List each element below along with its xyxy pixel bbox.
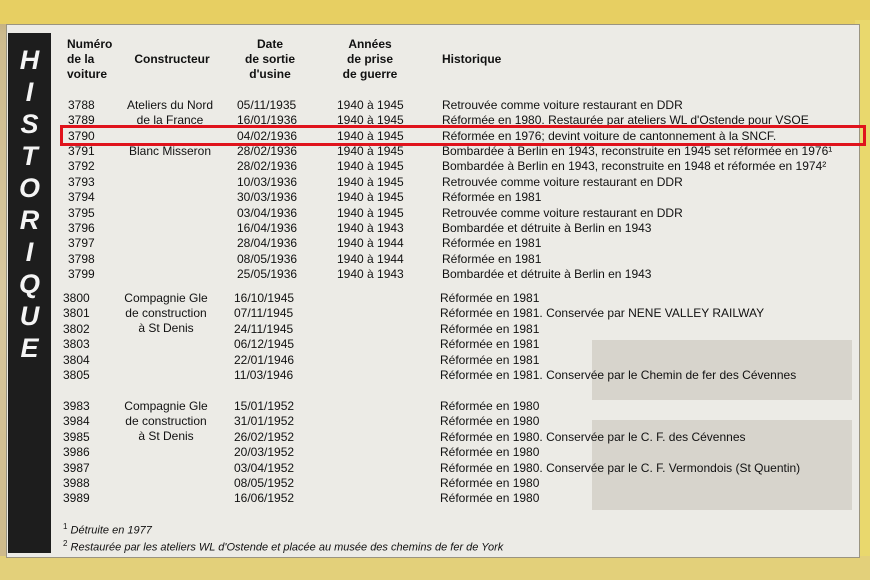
bottom-yellow-strip — [0, 556, 870, 580]
cell-hist: Retrouvée comme voiture restaurant en DDR — [442, 98, 683, 112]
builder-line: Ateliers du Nord — [126, 98, 214, 112]
cell-num: 3789 — [68, 113, 95, 128]
cell-hist: Réformée en 1980. Conservée par le C. F. des Cévennes — [440, 429, 746, 444]
cell-hist: Bombardée et détruite à Berlin en 1943 — [442, 221, 652, 235]
cell-hist: Réformée en 1980 — [440, 476, 540, 490]
side-title-bar — [8, 33, 51, 553]
cell-date: 24/11/1945 — [234, 321, 294, 336]
cell-war: 1940 à 1945 — [337, 128, 404, 143]
cell-war: 1940 à 1945 — [337, 159, 404, 174]
cell-num: 3792 — [68, 159, 95, 174]
column-header-annees — [330, 37, 410, 82]
cell-num: 3803 — [63, 337, 90, 352]
cell-hist: Réformée en 1981 — [440, 352, 540, 367]
footnote-1 — [63, 520, 152, 538]
side-title-letter: U — [19, 301, 40, 331]
cell-num: 3788 — [68, 98, 95, 112]
builder-line: de construction — [125, 414, 207, 428]
cell-hist: Réformée en 1980 — [440, 414, 540, 429]
cell-num: 3805 — [63, 368, 90, 382]
cell-date: 30/03/1936 — [237, 190, 298, 205]
cell-date: 16/10/1945 — [234, 291, 295, 305]
cell-hist: Réformée en 1980. Conservée par le C. F. Vermondois (St Quentin) — [440, 460, 801, 475]
cell-hist: Réformée en 1981 — [440, 291, 540, 305]
cell-date: 05/11/1935 — [237, 98, 297, 112]
side-title-letter: R — [19, 205, 40, 235]
cell-hist: Réformée en 1981. Conservée par NENE VALLEY RAILWAY — [440, 306, 765, 321]
column-header-line: Constructeur — [134, 52, 210, 66]
cell-num: 3791 — [68, 144, 95, 158]
column-header-line: Historique — [442, 52, 502, 66]
side-title-letter: O — [18, 173, 40, 203]
cell-war: 1940 à 1945 — [337, 190, 404, 205]
builder-line: Compagnie Gle — [124, 399, 208, 413]
builder-line: de construction — [125, 306, 207, 320]
cell-war: 1940 à 1943 — [337, 267, 404, 282]
cell-num: 3983 — [63, 399, 90, 413]
cell-date: 03/04/1952 — [234, 460, 295, 475]
cell-num: 3797 — [68, 236, 95, 251]
column-header-numero — [67, 37, 127, 82]
cell-num: 3795 — [68, 205, 95, 220]
cell-num: 3801 — [63, 306, 90, 321]
cell-war: 1940 à 1945 — [337, 113, 404, 128]
builder-name — [106, 399, 226, 444]
builder-line: Blanc Misseron — [128, 144, 212, 158]
column-header-line: de prise — [346, 52, 394, 66]
cell-war: 1940 à 1944 — [337, 236, 404, 251]
column-header-constructeur — [122, 52, 222, 67]
cell-num: 3989 — [63, 491, 90, 506]
cell-hist: Bombardée et détruite à Berlin en 1943 — [442, 267, 652, 282]
cell-hist: Bombardée à Berlin en 1943, reconstruite en 1945 set réformée en 1976¹ — [442, 144, 833, 158]
column-header-historique — [442, 52, 542, 67]
builder-name — [106, 291, 226, 336]
cell-num: 3790 — [68, 128, 95, 143]
cell-date: 04/02/1936 — [237, 128, 298, 143]
cell-hist: Réformée en 1981 — [442, 251, 542, 266]
side-title-letter: E — [20, 333, 39, 363]
cell-war: 1940 à 1944 — [337, 251, 404, 266]
cell-hist: Réformée en 1981 — [440, 321, 540, 336]
cell-war: 1940 à 1945 — [337, 174, 404, 189]
cell-num: 3988 — [63, 476, 90, 490]
builder-line: à St Denis — [138, 321, 194, 335]
builder-line: à St Denis — [138, 429, 194, 443]
column-header-date — [230, 37, 310, 82]
side-title-letter: S — [20, 109, 39, 139]
cell-num: 3798 — [68, 251, 95, 266]
cell-hist: Retrouvée comme voiture restaurant en DDR — [442, 174, 683, 189]
column-header-line: voiture — [67, 67, 108, 81]
cell-date: 20/03/1952 — [234, 445, 295, 460]
side-title-letter: H — [19, 45, 40, 75]
cell-hist: Réformée en 1981. Conservée par le Chemin de fer des Cévennes — [440, 368, 797, 382]
column-header-line: Date — [256, 37, 283, 51]
cell-num: 3804 — [63, 352, 90, 367]
cell-date: 28/04/1936 — [237, 236, 298, 251]
footnote-text: Restaurée par les ateliers WL d'Ostende et placée au musée des chemins de fer de York — [70, 541, 504, 554]
builder-line: de la France — [136, 113, 204, 127]
cell-date: 10/03/1936 — [237, 174, 298, 189]
cell-date: 22/01/1946 — [234, 352, 295, 367]
builder-line: Compagnie Gle — [124, 291, 208, 305]
cell-date: 11/03/1946 — [234, 368, 294, 382]
cell-war: 1940 à 1945 — [337, 205, 404, 220]
top-yellow-strip — [0, 0, 870, 24]
side-title-letter: Q — [18, 269, 40, 299]
cell-date: 07/11/1945 — [234, 306, 294, 321]
cell-hist: Réformée en 1981 — [442, 236, 542, 251]
footnote-mark: 2 — [63, 539, 68, 548]
cell-date: 15/01/1952 — [234, 399, 295, 413]
cell-date: 06/12/1945 — [234, 337, 295, 352]
cell-hist: Réformée en 1981 — [442, 190, 542, 205]
column-header-line: Années — [348, 37, 392, 51]
column-header-line: d'usine — [249, 67, 291, 81]
cell-num: 3987 — [63, 460, 90, 475]
cell-date: 28/02/1936 — [237, 159, 298, 174]
cell-date: 26/02/1952 — [234, 429, 295, 444]
side-title-letter: I — [25, 77, 34, 107]
cell-num: 3800 — [63, 291, 90, 305]
cell-war: 1940 à 1945 — [337, 144, 404, 158]
cell-date: 28/02/1936 — [237, 144, 298, 158]
footnote-mark: 1 — [63, 522, 68, 531]
cell-war: 1940 à 1943 — [337, 221, 404, 235]
footnote-2 — [63, 537, 503, 555]
footnote-text: Détruite en 1977 — [70, 524, 152, 537]
cell-date: 08/05/1952 — [234, 476, 295, 490]
cell-hist: Réformée en 1980 — [440, 445, 540, 460]
builder-name — [110, 98, 230, 128]
cell-num: 3794 — [68, 190, 95, 205]
column-header-line: de guerre — [342, 67, 398, 81]
side-title-letter: T — [21, 141, 38, 171]
cell-date: 03/04/1936 — [237, 205, 298, 220]
cell-num: 3793 — [68, 174, 95, 189]
cell-num: 3984 — [63, 414, 90, 429]
cell-date: 16/01/1936 — [237, 113, 298, 128]
cell-date: 16/06/1952 — [234, 491, 295, 506]
cell-hist: Retrouvée comme voiture restaurant en DDR — [442, 205, 683, 220]
cell-date: 31/01/1952 — [234, 414, 295, 429]
column-header-line: Numéro — [67, 37, 113, 51]
column-header-line: de la — [67, 52, 95, 66]
cell-hist: Réformée en 1981 — [440, 337, 540, 352]
builder-name — [110, 144, 230, 159]
cell-num: 3986 — [63, 445, 90, 460]
column-header-line: de sortie — [244, 52, 295, 66]
cell-hist: Réformée en 1976; devint voiture de cantonnement à la SNCF. — [442, 128, 777, 143]
cell-hist: Réformée en 1980 — [440, 491, 540, 506]
cell-hist: Réformée en 1980 — [440, 399, 540, 413]
cell-hist: Bombardée à Berlin en 1943, reconstruite en 1948 et réformée en 1974² — [442, 159, 827, 174]
cell-num: 3985 — [63, 429, 90, 444]
cell-date: 16/04/1936 — [237, 221, 298, 235]
row-highlight-box — [60, 125, 866, 146]
cell-date: 25/05/1936 — [237, 267, 298, 282]
cell-num: 3802 — [63, 321, 90, 336]
cell-hist: Réformée en 1980. Restaurée par ateliers WL d'Ostende pour VSOE — [442, 113, 809, 128]
cell-date: 08/05/1936 — [237, 251, 298, 266]
side-title-letter: I — [25, 237, 34, 267]
cell-war: 1940 à 1945 — [337, 98, 404, 112]
cell-num: 3799 — [68, 267, 95, 282]
cell-num: 3796 — [68, 221, 95, 235]
